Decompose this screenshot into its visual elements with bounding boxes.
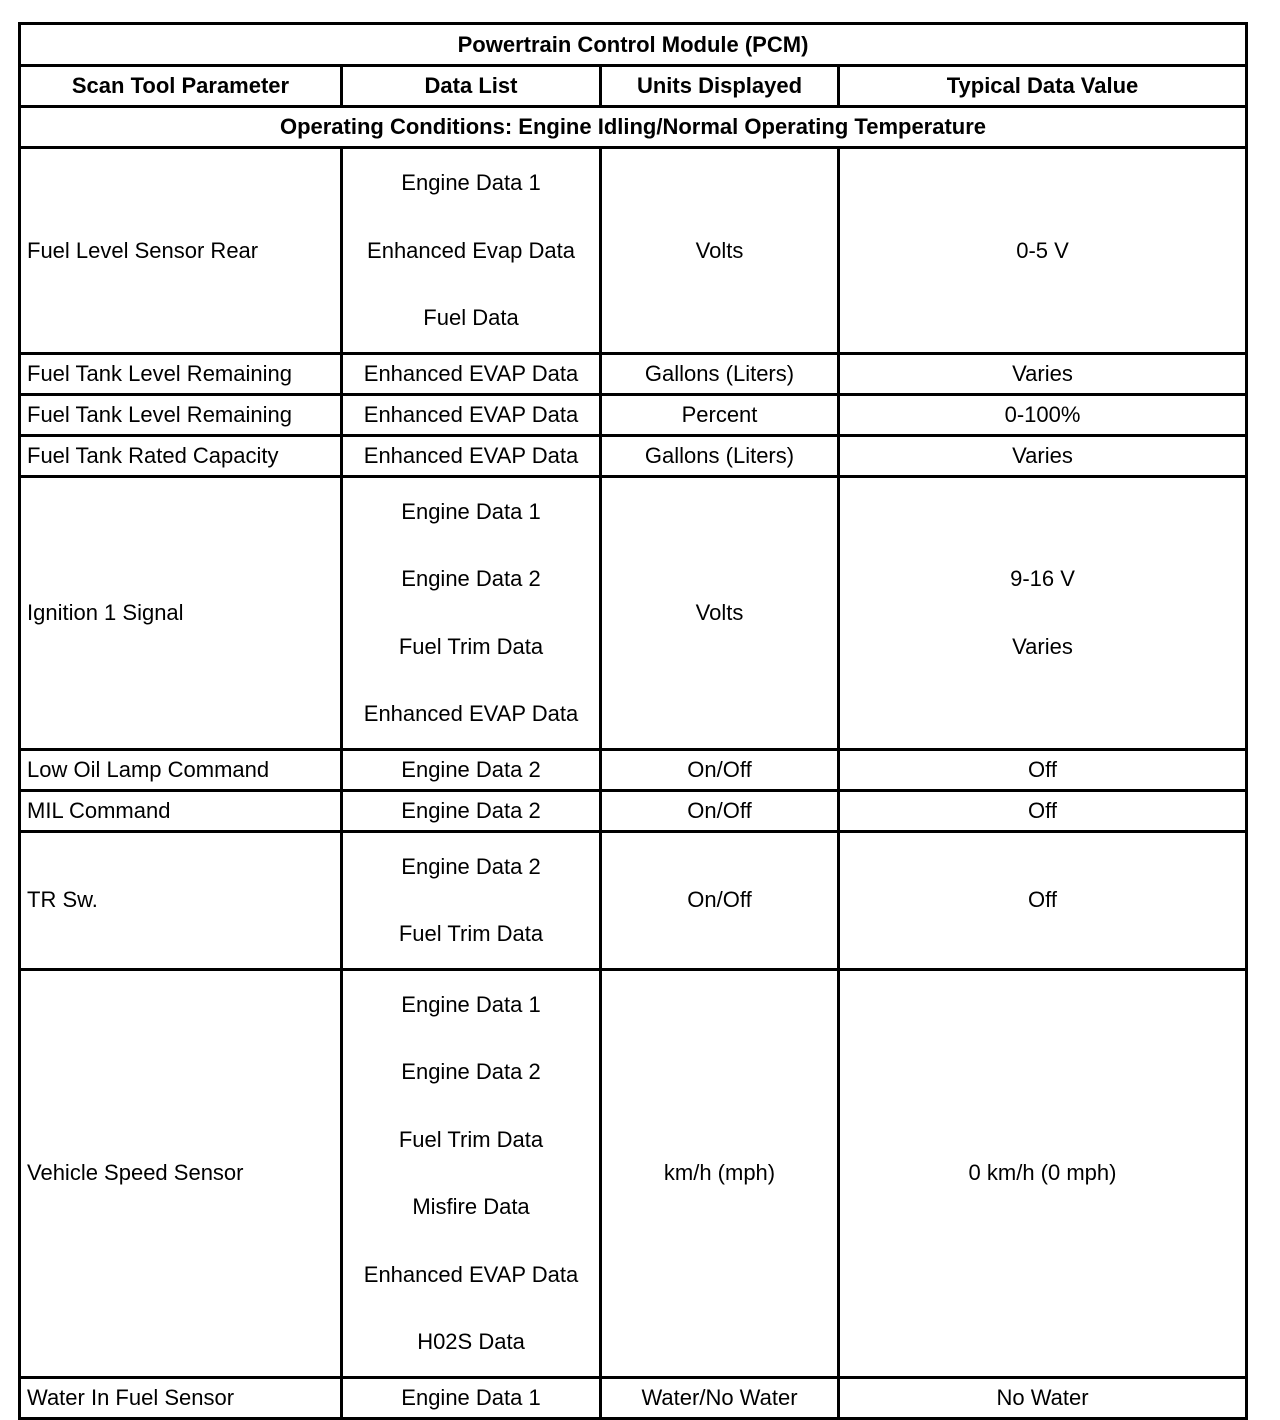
data-list-entry: Engine Data 2 [401,1059,541,1084]
cell-data-list [342,969,601,1377]
table-row [20,435,1247,476]
cell-scan-tool-parameter: Vehicle Speed Sensor [20,969,342,1377]
cell-data-list [342,831,601,969]
cell-data-list [342,394,601,435]
cell-typical-data-value [839,1377,1247,1418]
data-list-entry: H02S Data [417,1329,525,1354]
table-row [20,790,1247,831]
cell-data-list [342,353,601,394]
cell-typical-data-value [839,476,1247,749]
data-list-entry: Fuel Trim Data [398,921,544,946]
cell-units-displayed: Percent [601,394,839,435]
cell-data-list [342,435,601,476]
table-row [20,969,1247,1377]
typical-value-entry: No Water [996,1384,1089,1410]
operating-conditions: Operating Conditions: Engine Idling/Normal Operating Temperature [20,107,1247,148]
typical-value-entry: Varies [1012,442,1073,468]
table-row [20,394,1247,435]
data-list-entry: Fuel Data [423,305,519,330]
data-list-entry: Engine Data 1 [401,170,541,195]
cell-scan-tool-parameter: Fuel Tank Level Remaining [20,394,342,435]
typical-value-entry: Varies [1012,633,1073,659]
table-header-row [20,66,1247,107]
data-list-entry: Engine Data 2 [401,566,541,591]
data-list-entry: Misfire Data [412,1194,530,1219]
data-list-entry: Engine Data 2 [401,853,541,879]
typical-value-entry: Off [1028,756,1057,782]
data-list-entry: Engine Data 1 [401,1384,541,1410]
header-units-displayed: Units Displayed [601,66,839,107]
cell-scan-tool-parameter: Ignition 1 Signal [20,476,342,749]
data-list-entry: Enhanced EVAP Data [363,1261,579,1287]
cell-data-list [342,148,601,354]
cell-scan-tool-parameter: TR Sw. [20,831,342,969]
cell-scan-tool-parameter: Low Oil Lamp Command [20,749,342,790]
cell-scan-tool-parameter: Water In Fuel Sensor [20,1377,342,1418]
data-list-entry: Enhanced EVAP Data [363,442,579,468]
typical-value-entry: 9-16 V [1010,566,1075,591]
data-list-entry: Engine Data 2 [401,797,541,823]
pcm-data-table-container [18,22,1245,1420]
cell-units-displayed: Gallons (Liters) [601,353,839,394]
cell-typical-data-value [839,831,1247,969]
cell-data-list [342,1377,601,1418]
cell-data-list [342,749,601,790]
cell-scan-tool-parameter: Fuel Level Sensor Rear [20,148,342,354]
cell-units-displayed: On/Off [601,831,839,969]
cell-typical-data-value [839,394,1247,435]
cell-units-displayed: Volts [601,148,839,354]
typical-value-entry: 0 km/h (0 mph) [968,1160,1117,1186]
data-list-entry: Enhanced EVAP Data [363,401,579,427]
cell-units-displayed: km/h (mph) [601,969,839,1377]
cell-units-displayed: Volts [601,476,839,749]
cell-units-displayed: Gallons (Liters) [601,435,839,476]
pcm-data-table [18,22,1248,1420]
typical-value-entry: Varies [1012,360,1073,386]
cell-typical-data-value [839,353,1247,394]
table-row [20,749,1247,790]
table-row [20,476,1247,749]
cell-typical-data-value [839,749,1247,790]
data-list-entry: Fuel Trim Data [398,1126,544,1152]
table-title-row [20,24,1247,66]
table-row [20,831,1247,969]
data-list-entry: Engine Data 1 [401,991,541,1017]
cell-typical-data-value [839,435,1247,476]
cell-units-displayed: On/Off [601,749,839,790]
header-data-list: Data List [342,66,601,107]
data-list-entry: Enhanced EVAP Data [363,701,579,726]
data-list-entry: Engine Data 2 [401,756,541,782]
header-scan-tool-parameter: Scan Tool Parameter [20,66,342,107]
cell-typical-data-value [839,148,1247,354]
cell-units-displayed: On/Off [601,790,839,831]
cell-scan-tool-parameter: Fuel Tank Rated Capacity [20,435,342,476]
table-title: Powertrain Control Module (PCM) [20,24,1247,66]
table-row [20,148,1247,354]
header-typical-data-value: Typical Data Value [839,66,1247,107]
cell-data-list [342,476,601,749]
data-list-entry: Engine Data 1 [401,498,541,524]
cell-scan-tool-parameter: MIL Command [20,790,342,831]
data-list-entry: Fuel Trim Data [398,633,544,659]
cell-units-displayed: Water/No Water [601,1377,839,1418]
typical-value-entry: Off [1028,887,1057,913]
operating-conditions-row [20,107,1247,148]
typical-value-entry: 0-5 V [1016,237,1069,263]
table-body [20,148,1247,1419]
typical-value-entry: 0-100% [1004,401,1081,427]
data-list-entry: Enhanced Evap Data [367,237,575,263]
data-list-entry: Enhanced EVAP Data [363,360,579,386]
cell-data-list [342,790,601,831]
typical-value-entry: Off [1028,797,1057,823]
cell-typical-data-value [839,790,1247,831]
table-row [20,353,1247,394]
cell-scan-tool-parameter: Fuel Tank Level Remaining [20,353,342,394]
cell-typical-data-value [839,969,1247,1377]
table-row [20,1377,1247,1418]
